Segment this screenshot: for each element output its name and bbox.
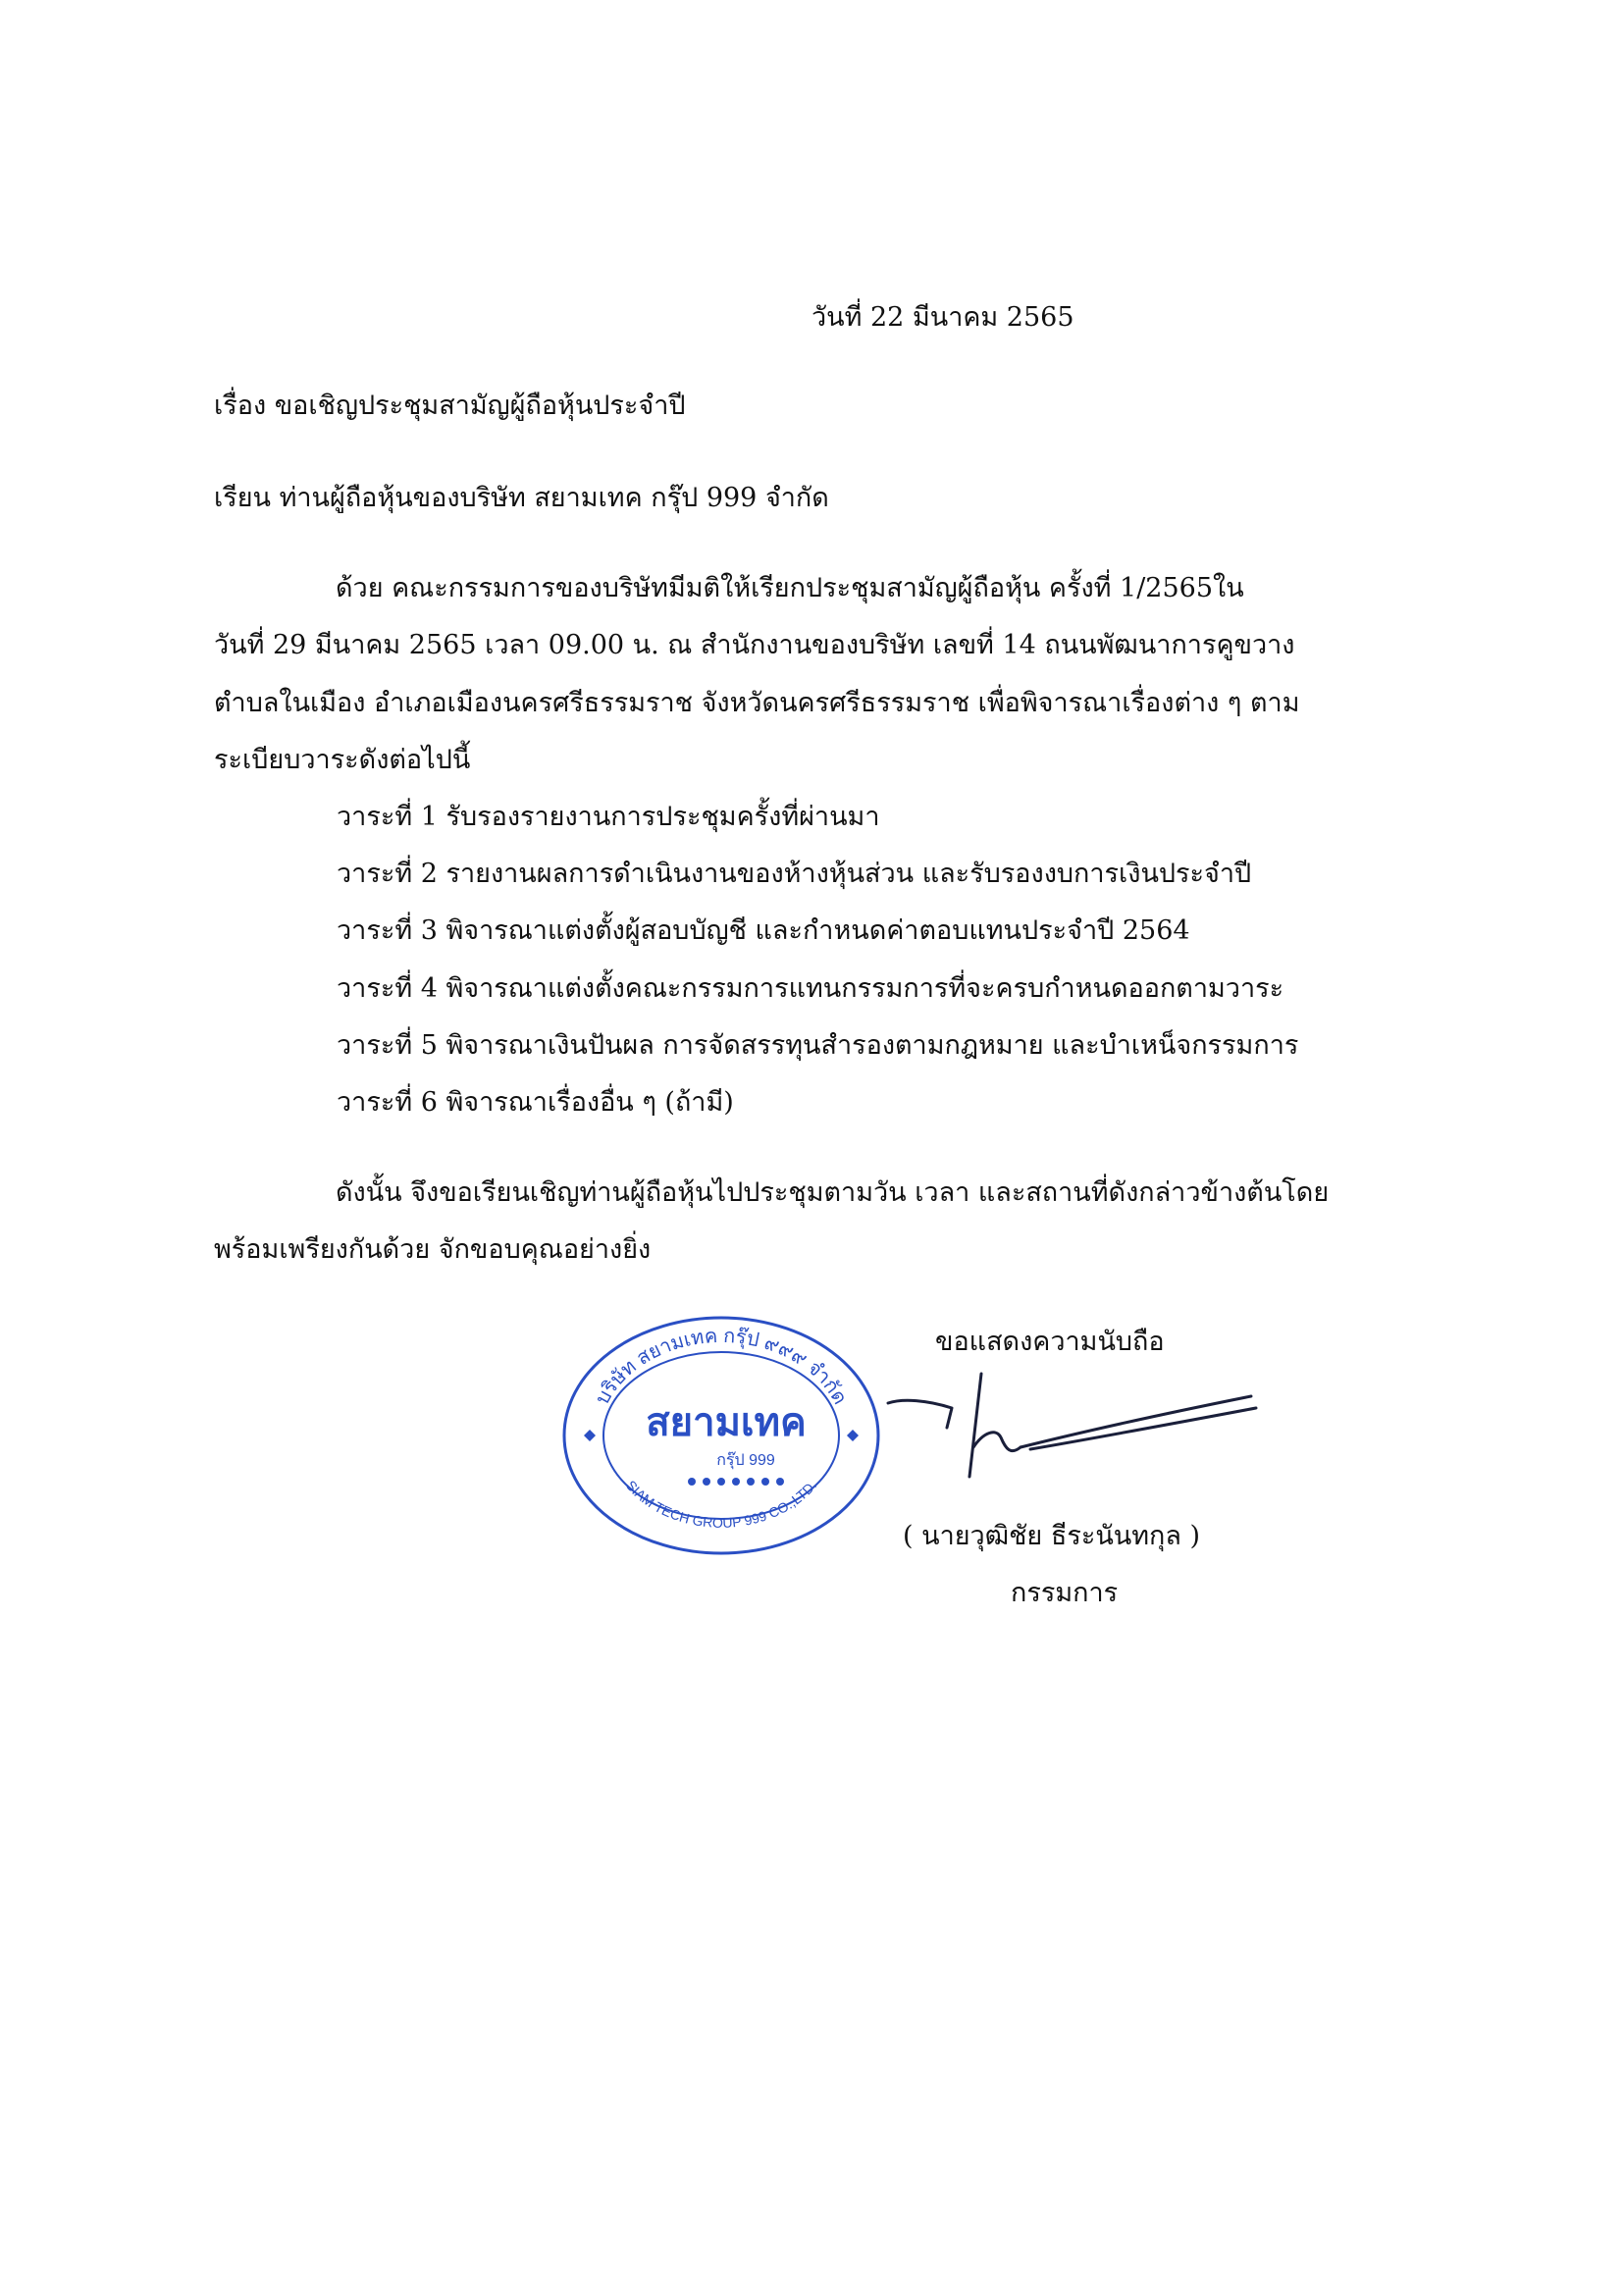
closing-line: พร้อมเพรียงกันด้วย จักขอบคุณอย่างยิ่ง — [214, 1234, 652, 1265]
signer-title: กรรมการ — [1011, 1578, 1119, 1608]
company-stamp — [545, 1293, 898, 1568]
stamp-dots — [688, 1478, 784, 1486]
signer-name: ( นายวุฒิชัย ธีระนันทกุล ) — [903, 1521, 1201, 1551]
agenda-item: วาระที่ 3 พิจารณาแต่งตั้งผู้สอบบัญชี และกำหนดค่าตอบแทนประจำปี 2564 — [337, 915, 1190, 946]
agenda-item: วาระที่ 6 พิจารณาเรื่องอื่น ๆ (ถ้ามี) — [337, 1087, 734, 1118]
agenda-item: วาระที่ 2 รายงานผลการดำเนินงานของห้างหุ้นส่วน และรับรองงบการเงินประจำปี — [337, 859, 1252, 889]
stamp-logo-sub: กรุ๊ป 999 — [716, 1452, 775, 1469]
body-line: ระเบียบวาระดังต่อไปนี้ — [214, 745, 471, 775]
letter-date: วันที่ 22 มีนาคม 2565 — [812, 302, 1074, 333]
body-line: ด้วย คณะกรรมการของบริษัทมีมติให้เรียกประชุมสามัญผู้ถือหุ้น ครั้งที่ 1/2565ใน — [336, 573, 1244, 603]
stamp-top-text: บริษัท สยามเทค กรุ๊ป ๙๙๙ จำกัด — [591, 1325, 852, 1409]
closing-line: ดังนั้น จึงขอเรียนเชิญท่านผู้ถือหุ้นไปประชุมตามวัน เวลา และสถานที่ดังกล่าวข้างต้นโดย — [336, 1177, 1330, 1208]
stamp-bottom-text: SIAM TECH GROUP 999 CO.,LTD. — [622, 1477, 820, 1531]
agenda-item: วาระที่ 5 พิจารณาเงินปันผล การจัดสรรทุนสำรองตามกฎหมาย และบำเหน็จกรรมการ — [337, 1030, 1299, 1061]
regards-text: ขอแสดงความนับถือ — [935, 1327, 1165, 1357]
stamp-logo-text: สยามเทค — [646, 1401, 807, 1444]
agenda-item: วาระที่ 1 รับรองรายงานการประชุมครั้งที่ผ่านมา — [337, 802, 880, 832]
signature-icon — [873, 1339, 1266, 1487]
letter-subject: เรื่อง ขอเชิญประชุมสามัญผู้ถือหุ้นประจำปี — [214, 391, 686, 421]
body-line: วันที่ 29 มีนาคม 2565 เวลา 09.00 น. ณ สำนักงานของบริษัท เลขที่ 14 ถนนพัฒนาการคูขวาง — [214, 630, 1295, 660]
body-line: ตำบลในเมือง อำเภอเมืองนครศรีธรรมราช จังหวัดนครศรีธรรมราช เพื่อพิจารณาเรื่องต่าง ๆ ตาม — [214, 688, 1300, 718]
agenda-item: วาระที่ 4 พิจารณาแต่งตั้งคณะกรรมการแทนกรรมการที่จะครบกำหนดออกตามวาระ — [337, 973, 1284, 1004]
letter-salutation: เรียน ท่านผู้ถือหุ้นของบริษัท สยามเทค กรุ๊ป 999 จำกัด — [214, 483, 829, 513]
